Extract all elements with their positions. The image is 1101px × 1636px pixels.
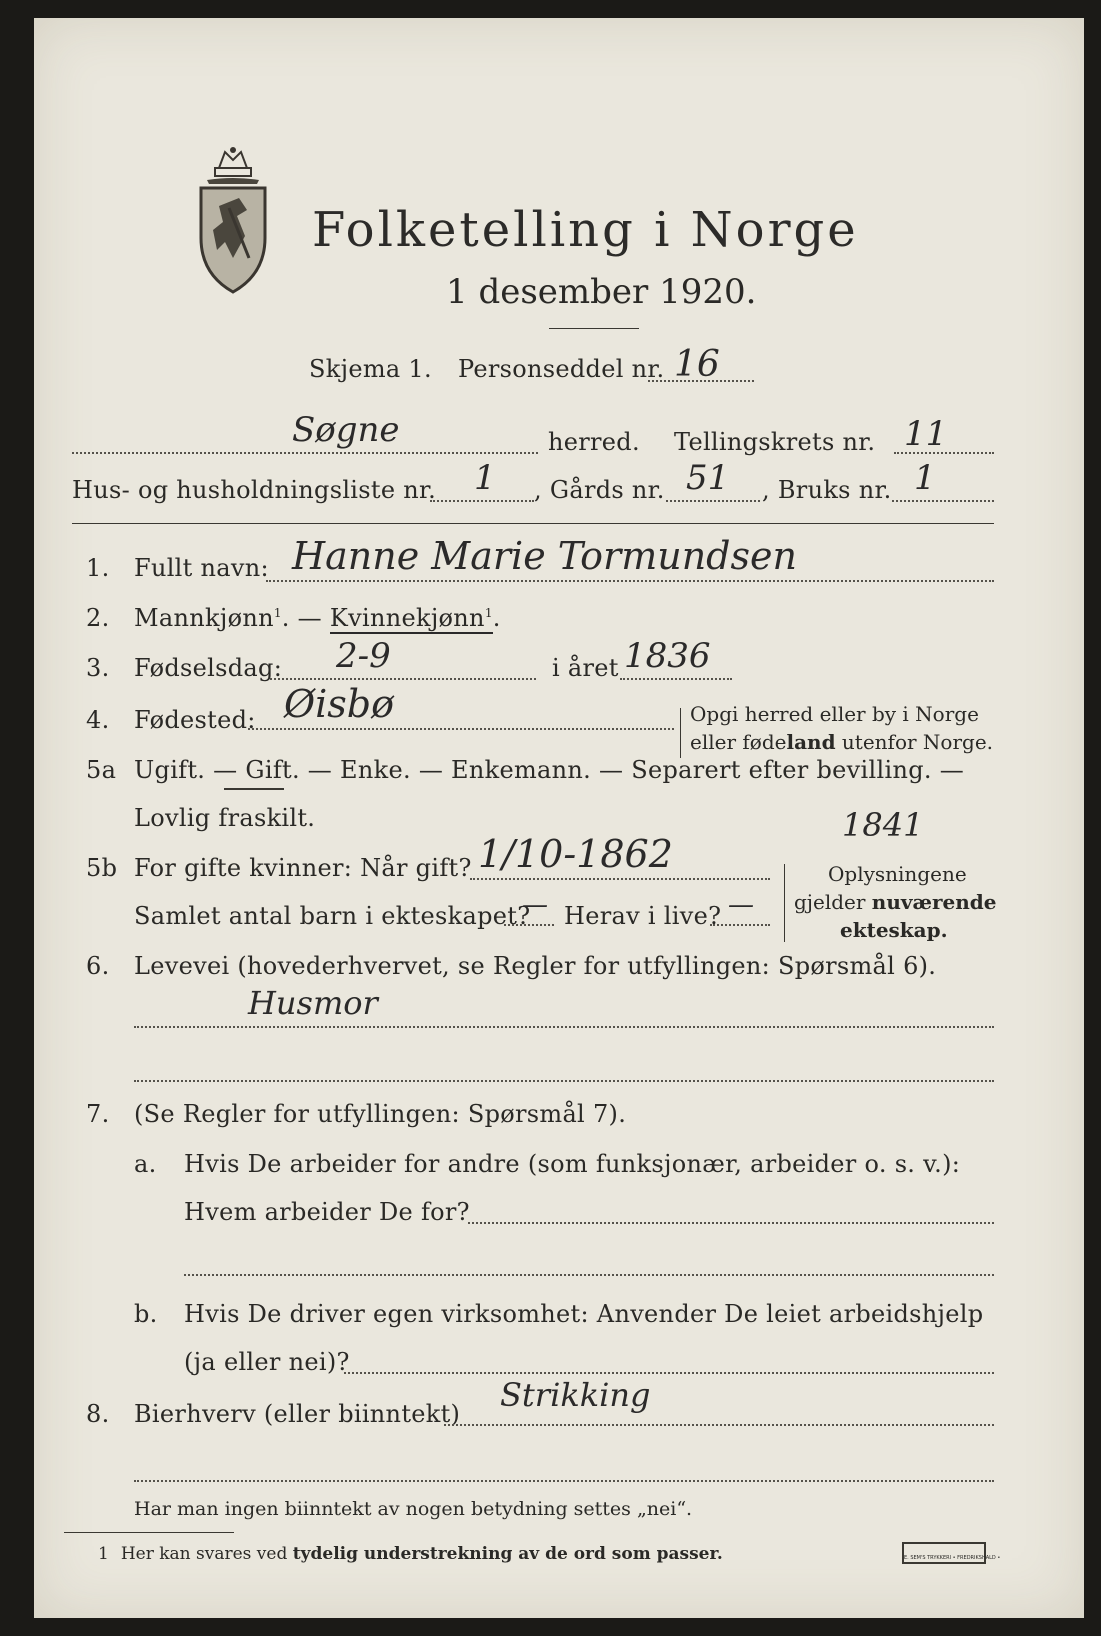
q7b-question: (ja eller nei)? (184, 1348, 350, 1376)
gards-value[interactable]: 51 (686, 458, 730, 498)
q7b-line (344, 1372, 994, 1374)
census-date: 1 desember 1920. (446, 272, 757, 312)
alive-label: Herav i live? (564, 902, 722, 930)
q4-brace (680, 708, 681, 758)
side-income-value[interactable]: Strikking (500, 1376, 651, 1414)
children-value[interactable]: — (522, 890, 548, 920)
q4-number: 4. (86, 706, 110, 734)
title-divider (549, 328, 639, 329)
q7b-number: b. (134, 1300, 158, 1328)
q5b-line (470, 878, 770, 880)
marital-status-options[interactable]: Ugift. — Gift. — Enke. — Enkemann. — Separert efter bevilling. — (134, 756, 965, 784)
footnote-divider (64, 1532, 234, 1533)
alive-value[interactable]: — (728, 890, 754, 920)
q1-number: 1. (86, 554, 110, 582)
gender-options (134, 604, 501, 632)
q5a-number: 5a (86, 756, 117, 784)
birth-year-value[interactable]: 1836 (624, 636, 711, 676)
q3-number: 3. (86, 654, 110, 682)
marital-status-divorced[interactable]: Lovlig fraskilt. (134, 804, 316, 832)
bruks-label: , Bruks nr. (762, 476, 892, 504)
q8-line-2 (134, 1480, 994, 1482)
q1-label: Fullt navn: (134, 554, 269, 582)
footer-note: Har man ingen biinntekt av nogen betydning settes „nei“. (134, 1498, 693, 1520)
occupation-value[interactable]: Husmor (248, 984, 378, 1022)
bruks-value[interactable]: 1 (914, 458, 936, 498)
q8-number: 8. (86, 1400, 110, 1428)
schema-label: Skjema 1. (309, 355, 432, 383)
footnote-mark: 1 (98, 1544, 109, 1564)
children-line (504, 924, 554, 926)
tellingskrets-label: Tellingskrets nr. (674, 428, 876, 456)
gards-line (666, 500, 760, 502)
herred-label: herred. (548, 428, 640, 456)
q5b-brace (784, 864, 785, 942)
marriage-year-note[interactable]: 1841 (842, 806, 924, 844)
form-title: Folketelling i Norge (312, 202, 859, 258)
q2-number: 2. (86, 604, 110, 632)
male-option[interactable]: Mannkjønn$^1$ (134, 604, 282, 632)
gards-label: , Gårds nr. (534, 476, 665, 504)
q4-line (248, 728, 674, 730)
q4-label: Fødested: (134, 706, 256, 734)
q4-note-2: eller fødeland utenfor Norge. (690, 730, 994, 754)
female-option[interactable]: Kvinnekjønn$^1$ (329, 604, 493, 632)
q8-label: Bierhverv (eller biinntekt) (134, 1400, 461, 1428)
q7a-line-1 (468, 1222, 994, 1224)
census-form (34, 18, 1084, 1618)
herred-line (72, 452, 538, 454)
footnote: 1 Her kan svares ved tydelig understrekning av de ord som passer. (98, 1544, 723, 1564)
tellingskrets-value[interactable]: 11 (904, 414, 948, 454)
q8-line (444, 1424, 994, 1426)
q3-line (270, 678, 536, 680)
q5b-note-1: Oplysningene (828, 862, 967, 886)
gender-end: . (492, 604, 501, 632)
q4-note-1: Opgi herred eller by i Norge (690, 702, 979, 726)
birthplace-value[interactable]: Øisbø (284, 682, 395, 726)
full-name-value[interactable]: Hanne Marie Tormundsen (292, 534, 797, 578)
q5b-label: For gifte kvinner: Når gift? (134, 854, 472, 882)
q6-line-2 (134, 1080, 994, 1082)
q3-label: Fødselsdag: (134, 654, 283, 682)
children-label: Samlet antal barn i ekteskapet? (134, 902, 531, 930)
q7a-question: Hvem arbeider De for? (184, 1198, 470, 1226)
hus-value[interactable]: 1 (474, 458, 496, 498)
q6-line-1 (134, 1026, 994, 1028)
year-line (620, 678, 732, 680)
gift-underline (224, 788, 284, 790)
hus-line (430, 500, 534, 502)
q1-line (266, 580, 994, 582)
personseddel-label: Personseddel nr. (458, 355, 665, 383)
gender-separator: . — (281, 604, 330, 632)
year-label: i året (552, 654, 619, 682)
q7-number: 7. (86, 1100, 110, 1128)
q5b-number: 5b (86, 854, 118, 882)
alive-line (710, 924, 770, 926)
q7b-text: Hvis De driver egen virksomhet: Anvender De leiet arbeidshjelp (184, 1300, 984, 1328)
herred-value[interactable]: Søgne (292, 410, 400, 450)
q7a-text: Hvis De arbeider for andre (som funksjonær, arbeider o. s. v.): (184, 1150, 961, 1178)
q7-label: (Se Regler for utfyllingen: Spørsmål 7). (134, 1100, 627, 1128)
hus-label: Hus- og husholdningsliste nr. (72, 476, 437, 504)
q6-label: Levevei (hovederhvervet, se Regler for utfyllingen: Spørsmål 6). (134, 952, 937, 980)
section-divider (72, 523, 994, 524)
q7a-line-2 (184, 1274, 994, 1276)
birthdate-value[interactable]: 2-9 (336, 636, 391, 676)
q6-number: 6. (86, 952, 110, 980)
bruks-line (892, 500, 994, 502)
q5b-note-3: ekteskap. (840, 918, 948, 942)
coat-of-arms-icon (189, 146, 277, 300)
personseddel-value[interactable]: 16 (674, 344, 720, 385)
q7a-number: a. (134, 1150, 157, 1178)
q5b-note-2: gjelder nuværende (794, 890, 997, 914)
marriage-date-value[interactable]: 1/10-1862 (478, 832, 673, 876)
printer-stamp: E. SEM'S TRYKKERI • FREDRIKSHALD • (902, 1542, 986, 1564)
